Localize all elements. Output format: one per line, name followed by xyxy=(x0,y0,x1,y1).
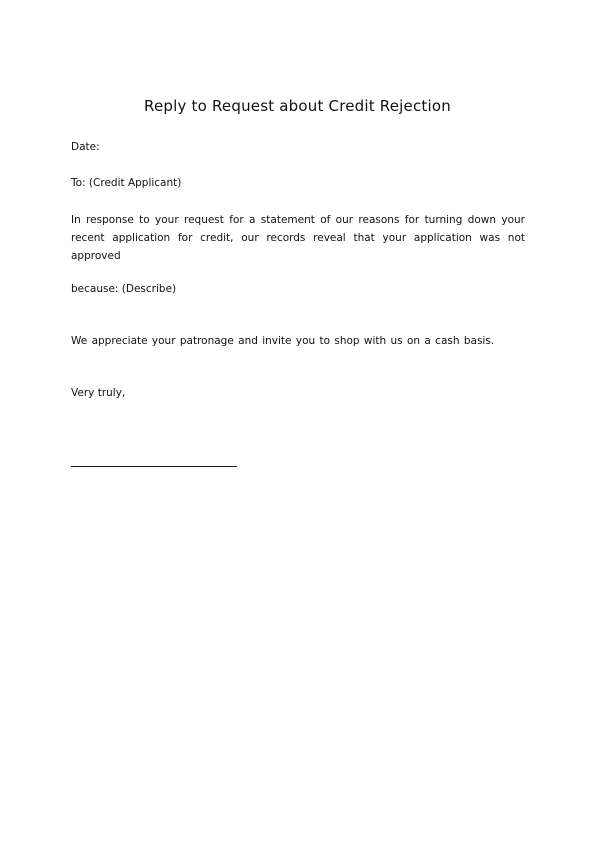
document-title: Reply to Request about Credit Rejection xyxy=(144,97,451,115)
paragraph-line: In response to your request for a statement of our reasons for turning down your xyxy=(71,214,525,226)
appreciation-line: We appreciate your patronage and invite you to shop with us on a cash basis. xyxy=(71,335,495,347)
recipient-line: To: (Credit Applicant) xyxy=(71,177,182,189)
closing-line: Very truly, xyxy=(71,387,126,399)
response-paragraph xyxy=(71,211,525,265)
date-label: Date: xyxy=(71,141,100,153)
paragraph-line: recent application for credit, our records reveal that your application was not xyxy=(71,232,525,244)
reason-line: because: (Describe) xyxy=(71,283,177,295)
paragraph-line: approved xyxy=(71,250,121,262)
signature-line xyxy=(71,466,237,467)
